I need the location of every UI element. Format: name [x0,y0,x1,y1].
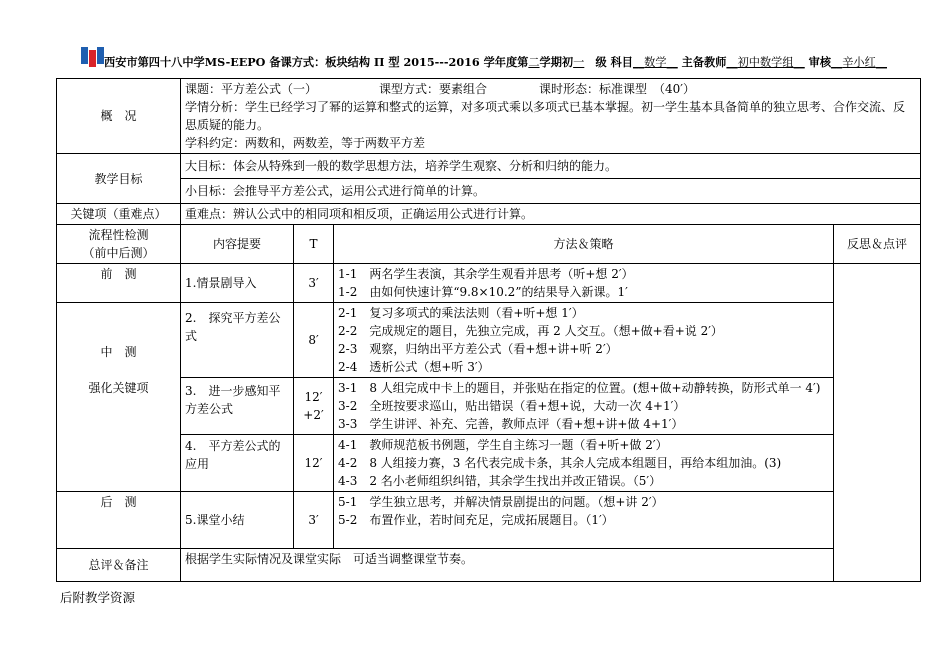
step-5-1: 5-1 学生独立思考，并解决情景剧提出的问题。（想+讲 2′） [338,495,664,509]
mid-test-row-4 [57,435,921,492]
pre-time: 3′ [294,264,334,303]
grade-suffix: 级 科目 [595,55,633,69]
school-name: 西安市第四十八中学 [104,55,205,69]
mid-test-row-2 [57,303,921,378]
step-5-2: 5-2 布置作业，若时间充足，完成拓展题目。（1′） [338,513,614,527]
mid-steps-4 [334,435,834,492]
overview-cell [181,79,921,154]
step-1-1: 1-1 两名学生表演，其余学生观看并思考（听+想 2′） [338,267,634,281]
step-2-4: 2-4 透析公式（想+听 3′） [338,360,490,374]
step-2-1: 2-1 复习多项式的乘法法则（看+听+想 1′） [338,306,584,320]
small-goal: 小目标：会推导平方差公式，运用公式进行简单的计算。 [181,179,921,204]
mid-content-4: 4. 平方差公式的应用 [181,435,294,492]
mid-steps-3 [334,378,834,435]
goal-row-big [57,154,921,179]
step-3-2: 3-2 全班按要求巡山，贴出错误（看+想+说，大动一次 4+1′） [338,399,686,413]
step-2-2: 2-2 完成规定的题目，先独立完成，再 2 人交互。（想+做+看+说 2′） [338,324,723,338]
mid-label: 中 测 [100,345,137,359]
mid-test-row-3 [57,378,921,435]
step-1-2: 1-2 由如何快速计算“9.8×10.2”的结果导入新课。1′ [338,285,628,299]
mid-content-3: 3. 进一步感知平方差公式 [181,378,294,435]
summary-text: 根据学生实际情况及课堂实际 可适当调整课堂节奏。 [181,549,834,582]
flow-sub-label: （前中后测） [82,246,155,260]
header-line: 西安市第四十八中学MS-EEPO 备课方式：板块结构 Π 型 2015---2016 学年度第二学期初一 级 科目__数学__ 主备教师__初中数学组__ 审核__辛小红__ [104,55,887,69]
post-time: 3′ [294,492,334,549]
reviewer: 辛小红 [842,56,876,69]
prep-method: MS-EEPO 备课方式：板块结构 Π 型 [204,55,400,69]
goals-label: 教学目标 [57,154,181,204]
footer-note: 后附教学资源 [60,590,136,605]
subject: 数学 [644,56,667,69]
teacher: 初中数学组 [737,56,794,69]
big-goal: 大目标：体会从特殊到一般的数学思想方法，培养学生观察、分析和归纳的能力。 [181,154,921,179]
mid-steps-2 [334,303,834,378]
post-steps [334,492,834,549]
reflect-header: 反思＆点评 [834,225,921,264]
mid-test-label [57,303,181,492]
term-suffix: 学期初 [539,55,574,69]
post-test-row [57,492,921,549]
pre-content: 1.情景剧导入 [181,264,294,303]
lesson-plan-table [56,78,921,582]
step-2-3: 2-3 观察，归纳出平方差公式（看+想+讲+听 2′） [338,342,618,356]
pre-steps [334,264,834,303]
topic-line [185,80,916,98]
term: 二 [528,56,540,69]
flow-label: 流程性检测 [88,228,149,242]
student-analysis: 学情分析：学生已经学习了幂的运算和整式的运算，对多项式乘以多项式已基本掌握。初一学生基本具备简单的独立思考、合作交流、反思质疑的能力。 [185,100,906,132]
reflection-cell [834,264,921,582]
overview-label: 概 况 [57,79,181,154]
step-3-3: 3-3 学生讲评、补充、完善，教师点评（看+想+讲+做 4+1′） [338,417,684,431]
column-header-row [57,225,921,264]
mid-time-3 [294,378,334,435]
subject-terms: 学科约定：两数和，两数差，等于两数平方差 [185,136,426,150]
key-label: 关键项（重难点） [57,204,181,225]
content-header: 内容提要 [181,225,294,264]
topic: 课题：平方差公式（一） [185,82,318,96]
mid-time-2: 8′ [294,303,334,378]
summary-label: 总评＆备注 [57,549,181,582]
lesson-type: 课型方式：要素组合 [379,82,488,96]
mid-time-3b: +2′ [303,408,324,422]
key-row [57,204,921,225]
post-test-label: 后 测 [57,492,181,549]
pre-test-row [57,264,921,303]
document-header [70,44,890,70]
grade: 一 [573,56,585,69]
summary-row [57,549,921,582]
goal-row-small [57,179,921,204]
reviewer-label: 审核 [808,55,832,69]
overview-row [57,79,921,154]
pre-test-label: 前 测 [57,264,181,303]
time-header: T [294,225,334,264]
mid-label-2: 强化关键项 [88,381,149,395]
school-logo-icon [80,46,106,68]
mid-time-3a: 12′ [304,390,323,404]
flow-header [57,225,181,264]
key-text: 重难点：辨认公式中的相同项和相反项，正确运用公式进行计算。 [181,204,921,225]
teacher-label: 主备教师 [681,55,727,69]
step-4-1: 4-1 教师规范板书例题，学生自主练习一题（看+听+做 2′） [338,438,668,452]
post-content: 5.课堂小结 [181,492,294,549]
method-header: 方法＆策略 [334,225,834,264]
step-4-3: 4-3 2 名小老师组织纠错，其余学生找出并改正错误。（5′） [338,474,662,488]
lesson-form: 课时形态：标准课型 （40′） [539,82,696,96]
step-3-1: 3-1 8 人组完成中卡上的题目，并张贴在指定的位置。(想+做+动静转换，防形式单一 4′) [338,381,821,395]
mid-content-2: 2. 探究平方差公式 [181,303,294,378]
step-4-2: 4-2 8 人组接力赛，3 名代表完成卡条，其余人完成本组题目，再给本组加油。(3) [338,456,782,470]
school-year: 2015---2016 学年度第 [403,55,529,69]
mid-time-4: 12′ [294,435,334,492]
